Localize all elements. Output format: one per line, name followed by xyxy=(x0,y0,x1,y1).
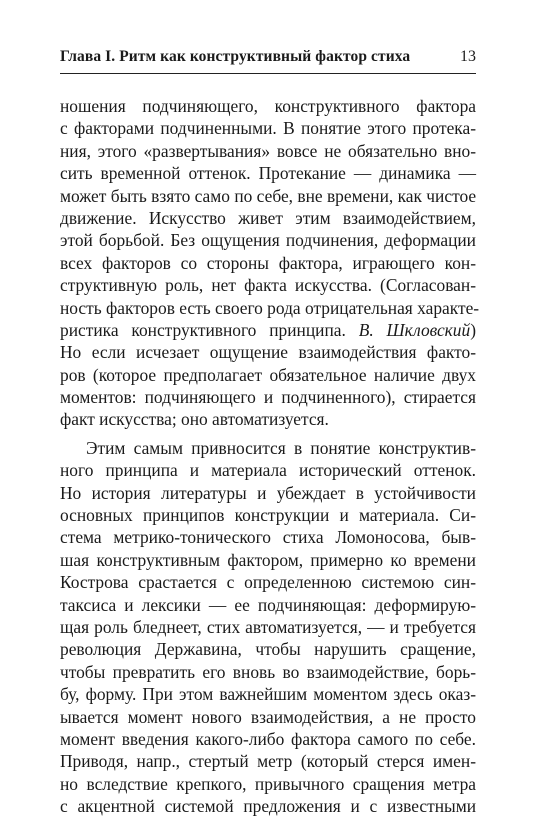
paragraph-1 xyxy=(60,95,480,431)
text-line: ров (которое предполагает обязательное наличие двух xyxy=(60,364,476,385)
page-number: 13 xyxy=(460,48,476,65)
running-header xyxy=(60,48,476,70)
header-rule xyxy=(60,73,476,74)
text-line-with-citation xyxy=(60,319,476,341)
text-line: революция Державина, чтобы нарушить сращение, xyxy=(60,639,476,660)
text-line: чтобы превратить его вновь во взаимодействие, борь- xyxy=(60,661,476,682)
text-line: стема метрико-тонического стиха Ломоносова, быв- xyxy=(60,527,476,548)
text-line: ность факторов есть своего рода отрицательная характе- xyxy=(60,297,480,318)
text-line: Приводя, напр., стертый метр (который стерся имен- xyxy=(60,751,476,772)
text-line: сить временной оттенок. Протекание — динамика — xyxy=(60,163,476,184)
text-line: щая роль бледнеет, стих автоматизуется, — и требуется xyxy=(60,616,476,637)
text-fragment: ристика конструктивного принципа. xyxy=(60,319,346,340)
text-line: момент введения какого-либо фактора самого по себе. xyxy=(60,728,476,749)
text-line: ношения подчиняющего, конструктивного фактора xyxy=(60,96,476,116)
text-line: всех факторов со стороны фактора, играющего кон- xyxy=(60,252,476,273)
text-line: шая конструктивным фактором, примерно ко времени xyxy=(60,549,476,570)
text-line: Но история литературы и убеждает в устойчивости xyxy=(60,482,476,503)
citation-author: В. Шкловский xyxy=(358,319,471,340)
text-line: ного принципа и материала исторический оттенок. xyxy=(60,460,476,481)
text-line: с акцентной системой предложения и с известными xyxy=(60,796,476,817)
text-line: Но если исчезает ощущение взаимодействия факто- xyxy=(60,342,476,363)
text-line: Этим самым привносится в понятие конструктив- xyxy=(86,437,476,458)
paragraph-2 xyxy=(60,437,476,818)
text-line: может быть взято само по себе, вне времени, как чистое xyxy=(60,185,477,206)
text-line: с факторами подчиненными. В понятие этого протека- xyxy=(60,118,476,139)
chapter-title: Глава I. Ритм как конструктивный фактор стиха xyxy=(60,48,411,65)
text-line: моментов: подчиняющего и подчиненного), стирается xyxy=(60,387,476,408)
text-line: бу, форму. При этом важнейшим моментом здесь оказ- xyxy=(60,684,476,705)
text-line: Кострова срастается с определенною системою син- xyxy=(60,572,476,593)
text-line: движение. Искусство живет этим взаимодействием, xyxy=(60,207,476,228)
text-line: ния, этого «развертывания» вовсе не обязательно вно- xyxy=(60,140,476,161)
body-text xyxy=(60,95,480,818)
text-line: факт искусства; оно автоматизуется. xyxy=(60,409,329,430)
text-line: но вследствие крепкого, привычного сращения метра xyxy=(60,773,476,794)
text-line: ывается момент нового взаимодействия, а не просто xyxy=(60,706,476,727)
citation-close: ) xyxy=(470,319,476,340)
text-line: структивную роль, нет факта искусства. (Согласован- xyxy=(60,275,476,296)
text-line: этой борьбой. Без ощущения подчинения, деформации xyxy=(60,230,476,251)
text-line: основных принципов конструкции и материала. Си- xyxy=(60,505,476,526)
text-line: таксиса и лексики — ее подчиняющая: деформирую- xyxy=(60,594,476,615)
